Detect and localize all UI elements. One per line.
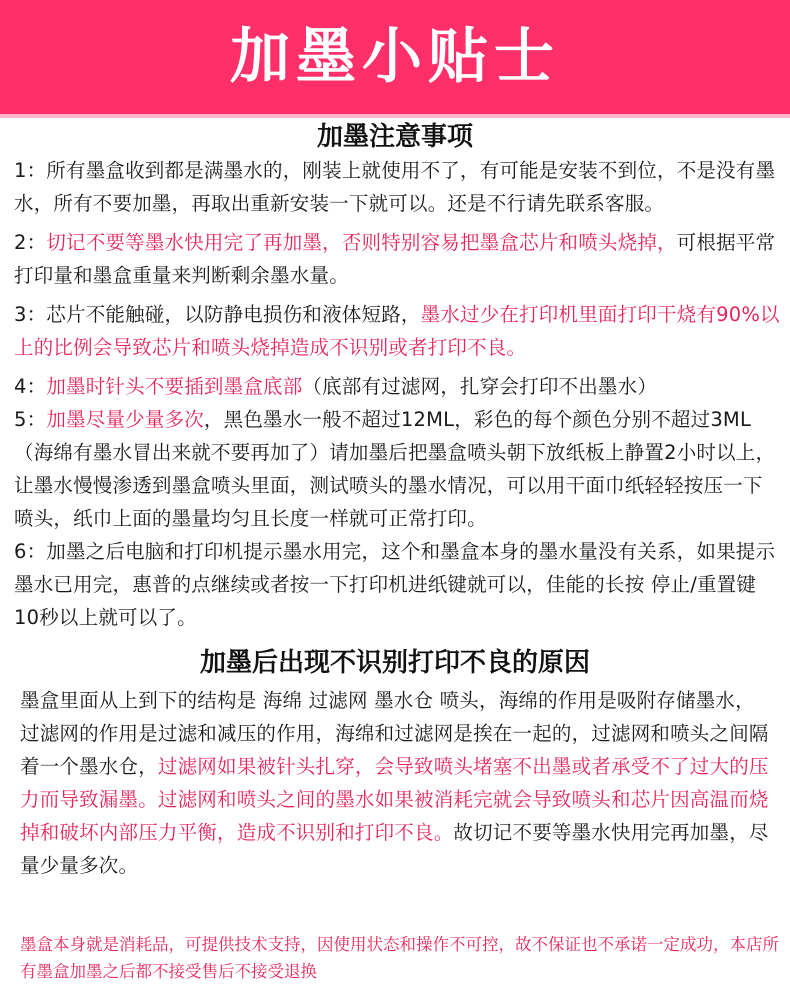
tip-5-text: ，黑色墨水一般不超过12ML，彩色的每个颜色分别不超过3ML（海绵有墨水冒出来就不要再加了）请加墨后把墨盒喷头朝下放纸板上静置2小时以上，让墨水慢慢渗透到墨盒喷头里面，测试喷头的墨水情况，可以用干面巾纸轻轻按压一下喷头，纸巾上面的墨量均匀且长度一样就可正常打印。 xyxy=(14,408,776,530)
tip-4-highlight: 加墨时针头不要插到墨盒底部 xyxy=(46,375,303,398)
causes-paragraph xyxy=(20,684,774,882)
tip-2 xyxy=(0,226,790,292)
tip-2-number: 2： xyxy=(14,231,47,254)
section-title-precautions: 加墨注意事项 xyxy=(316,122,473,152)
causes-text-b: 故切记不要等墨水快用完再加墨，尽量少量多次。 xyxy=(20,821,769,877)
tip-3-text: 3：芯片不能触碰，以防静电损伤和液体短路， xyxy=(14,303,421,326)
disclaimer-notice: 墨盒本身就是消耗品，可提供技术支持，因使用状态和操作不可控，故不保证也不承诺一定成功，本店所有墨盒加墨之后都不接受售后不接受退换 xyxy=(20,935,779,981)
tip-5-highlight: 加墨尽量少量多次 xyxy=(46,408,204,431)
tip-6-text: 6：加墨之后电脑和打印机提示墨水用完，这个和墨盒本身的墨水量没有关系，如果提示墨水已用完，惠普的点继续或者按一下打印机进纸键就可以，佳能的长按 停止/重置键10秒以上就可以了。 xyxy=(14,540,776,629)
tip-2-highlight: 切记不要等墨水快用完了再加墨，否则特别容易把墨盒芯片和喷头烧掉， xyxy=(46,231,677,254)
tip-2-text: 可根据平常打印量和墨盒重量来判断剩余墨水量。 xyxy=(14,231,776,287)
tip-5 xyxy=(0,403,790,535)
tip-1 xyxy=(0,154,790,220)
causes-text-a: 墨盒里面从上到下的结构是 海绵 过滤网 墨水仓 喷头，海绵的作用是吸附存储墨水，过滤网的作用是过滤和减压的作用，海绵和过滤网是挨在一起的，过滤网和喷头之间隔着一个墨水仓， xyxy=(20,689,769,778)
tip-6 xyxy=(0,535,790,634)
main-content xyxy=(0,118,790,882)
section-title-causes: 加墨后出现不识别打印不良的原因 xyxy=(199,648,590,678)
tip-4-text: （底部有过滤网，扎穿会打印不出墨水） xyxy=(302,375,658,398)
tip-1-text: 1：所有墨盒收到都是满墨水的，刚装上就使用不了，有可能是安装不到位，不是没有墨水，所有不要加墨，再取出重新安装一下就可以。还是不行请先联系客服。 xyxy=(14,159,776,215)
tip-5-number: 5： xyxy=(14,408,47,431)
banner-title: 加墨小贴士 xyxy=(230,22,560,92)
tip-4-number: 4： xyxy=(14,375,47,398)
header-banner xyxy=(0,0,790,114)
tip-3-highlight: 墨水过少在打印机里面打印干烧有90%以上的比例会导致芯片和喷头烧掉造成不识别或者打印不良。 xyxy=(14,303,780,359)
tip-3 xyxy=(0,298,790,364)
causes-highlight: 过滤网如果被针头扎穿，会导致喷头堵塞不出墨或者承受不了过大的压力而导致漏墨。过滤网和喷头之间的墨水如果被消耗完就会导致喷头和芯片因高温而烧掉和破坏内部压力平衡，造成不识别和打印不良。 xyxy=(20,755,769,844)
tip-4 xyxy=(0,370,790,403)
